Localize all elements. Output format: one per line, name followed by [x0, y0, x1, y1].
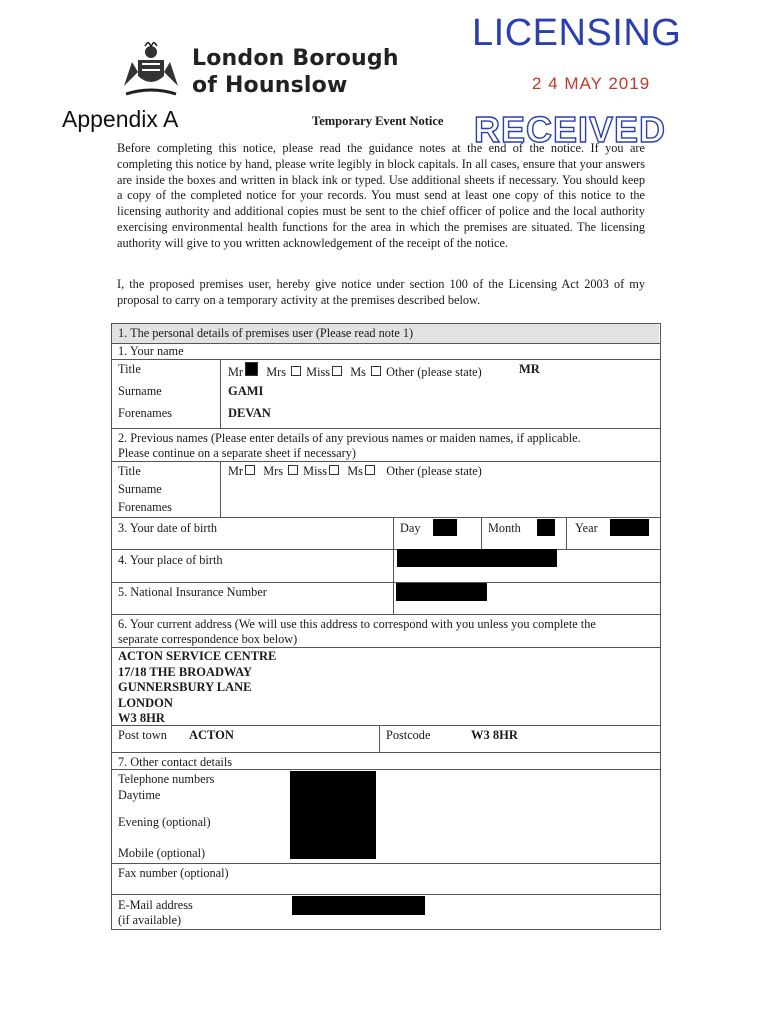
divider [481, 517, 482, 549]
q4-label: 4. Your place of birth [118, 553, 223, 567]
divider [393, 517, 394, 549]
postcode-value[interactable]: W3 8HR [471, 728, 518, 742]
prev-title-mrs-checkbox[interactable] [288, 465, 298, 475]
prev-title-miss-checkbox[interactable] [329, 465, 339, 475]
forenames-value[interactable]: DEVAN [228, 406, 271, 420]
prev-title-ms-checkbox[interactable] [365, 465, 375, 475]
title-mrs-checkbox[interactable] [291, 366, 301, 376]
address-line: 17/18 THE BROADWAY [118, 664, 253, 679]
q1-label: 1. Your name [118, 344, 184, 358]
surname-value[interactable]: GAMI [228, 384, 264, 398]
title-value[interactable]: MR [519, 362, 540, 376]
divider [111, 614, 660, 615]
prev-title-option-mr: Mr [228, 464, 244, 478]
prev-title-option-mrs: Mrs [263, 464, 284, 478]
post-town-label: Post town [118, 728, 167, 742]
divider [111, 582, 660, 583]
ni-number-redacted [396, 583, 487, 601]
title-option-mrs: Mrs [266, 365, 287, 379]
q6-label-continued: separate correspondence box below) [118, 632, 298, 646]
mobile-label: Mobile (optional) [118, 846, 206, 860]
daytime-label: Daytime [118, 788, 161, 802]
title-mr-checkbox[interactable] [245, 362, 258, 376]
forenames-label: Forenames [118, 406, 172, 420]
title-option-ms: Ms [350, 365, 366, 379]
previous-forenames-label: Forenames [118, 500, 172, 514]
postcode-label: Postcode [386, 728, 431, 742]
organisation-name-line1: London Borough [192, 46, 399, 71]
dob-day-redacted [433, 519, 457, 536]
email-label-continued: (if available) [118, 913, 182, 927]
divider [111, 549, 660, 550]
title-option-mr: Mr [228, 365, 244, 379]
address-line: GUNNERSBURY LANE [118, 680, 252, 695]
divider [111, 863, 660, 864]
fax-label: Fax number (optional) [118, 866, 229, 880]
q2-label: 2. Previous names (Please enter details of any previous names or maiden names, if applicable. [118, 431, 581, 445]
email-label: E-Mail address [118, 898, 193, 912]
title-option-miss: Miss [306, 365, 331, 379]
licensing-stamp: LICENSING [472, 12, 682, 54]
prev-title-option-ms: Ms [347, 464, 363, 478]
q3-label: 3. Your date of birth [118, 521, 218, 535]
q7-label: 7. Other contact details [118, 755, 233, 769]
divider [379, 725, 380, 752]
intro-paragraph: Before completing this notice, please read the guidance notes at the end of the notice. If you are completing this notice by hand, please write legibly in block capitals. In all cases, ensure that your answers are inside the boxes and written in black ink or typed. Use additional sheets if necessary. You should keep a copy of the completed notice for your records. You must send at least one copy of this notice to the licensing authority and additional copies must be sent to the chief officer of police and the local authority exercising environmental health functions for the area in which the premises are situated. The licensing authority will give to you written acknowledgement of the receipt of the notice. [117, 141, 645, 250]
previous-title-label: Title [118, 464, 141, 478]
previous-surname-label: Surname [118, 482, 162, 496]
divider [220, 461, 221, 517]
dob-month-redacted [537, 519, 555, 536]
received-date-stamp: 2 4 MAY 2019 [532, 74, 651, 93]
declaration-paragraph: I, the proposed premises user, hereby give notice under section 100 of the Licensing Act 2003 of my proposal to carry on a temporary activity at the premises described below. [117, 277, 645, 307]
q5-label: 5. National Insurance Number [118, 585, 267, 599]
evening-label: Evening (optional) [118, 815, 211, 829]
received-stamp: RECEIVED [474, 109, 667, 150]
title-miss-checkbox[interactable] [332, 366, 342, 376]
dob-day-label: Day [400, 521, 421, 535]
dob-year-label: Year [575, 521, 598, 535]
surname-label: Surname [118, 384, 162, 398]
document-title: Temporary Event Notice [312, 114, 444, 128]
divider [111, 428, 660, 429]
divider [393, 549, 394, 614]
phone-numbers-redacted [290, 771, 376, 859]
post-town-value[interactable]: ACTON [189, 728, 234, 742]
title-option-other: Other (please state) [386, 365, 482, 379]
prev-title-mr-checkbox[interactable] [245, 465, 255, 475]
divider [566, 517, 567, 549]
email-redacted [292, 896, 425, 915]
telephone-label: Telephone numbers [118, 772, 215, 786]
divider [111, 359, 660, 360]
prev-title-option-miss: Miss [303, 464, 328, 478]
prev-title-option-other: Other (please state) [386, 464, 482, 478]
address-block[interactable] [118, 649, 276, 727]
divider [220, 359, 221, 428]
borough-crest-logo [118, 42, 184, 98]
divider [111, 517, 660, 518]
divider [111, 894, 660, 895]
divider [111, 752, 660, 753]
organisation-name-line2: of Hounslow [192, 73, 348, 98]
appendix-label: Appendix A [62, 106, 179, 132]
title-ms-checkbox[interactable] [371, 366, 381, 376]
title-label: Title [118, 362, 141, 376]
title-options [228, 362, 482, 380]
previous-title-options [228, 464, 482, 479]
dob-year-redacted [610, 519, 649, 536]
dob-month-label: Month [488, 521, 521, 535]
section1-header: 1. The personal details of premises user (Please read note 1) [118, 326, 414, 340]
q2-label-continued: Please continue on a separate sheet if necessary) [118, 446, 356, 460]
q6-label: 6. Your current address (We will use this address to correspond with you unless you complete the [118, 617, 596, 631]
divider [111, 343, 660, 344]
address-line: LONDON [118, 695, 173, 710]
address-line: ACTON SERVICE CENTRE [118, 649, 277, 663]
divider [111, 647, 660, 648]
divider [111, 461, 660, 462]
place-of-birth-redacted [397, 549, 557, 567]
address-line: W3 8HR [118, 711, 165, 726]
